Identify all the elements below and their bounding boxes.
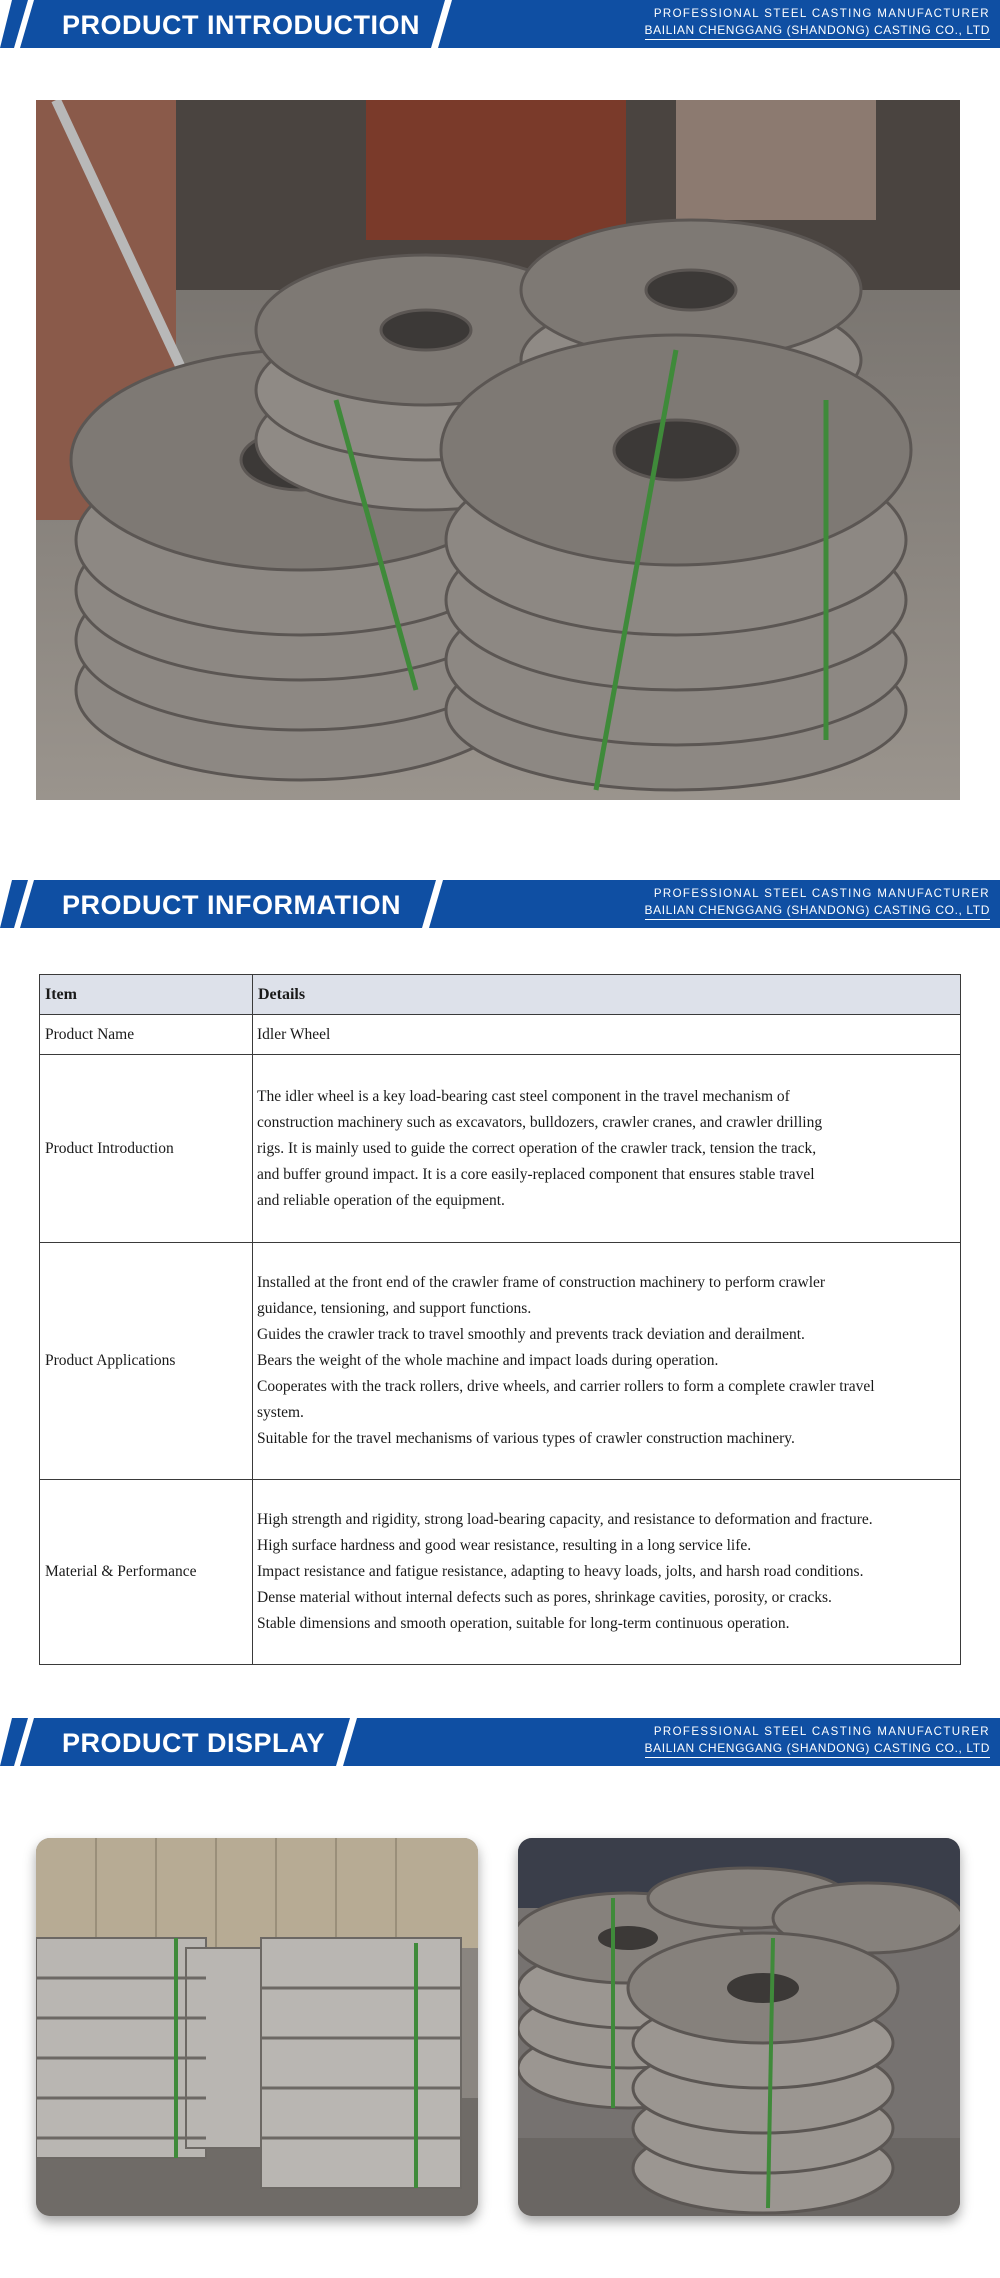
banner-product-display xyxy=(0,1718,1000,1766)
header-item: Item xyxy=(40,975,253,1015)
section-title: PRODUCT INTRODUCTION xyxy=(62,10,420,40)
product-info-table xyxy=(39,974,961,1665)
section-title: PRODUCT INFORMATION xyxy=(62,890,401,920)
company-tagline xyxy=(645,7,990,40)
detail-line: Stable dimensions and smooth operation, suitable for long-term continuous operation. xyxy=(257,1615,790,1632)
table-row xyxy=(40,1243,961,1480)
detail-line: Installed at the front end of the crawler frame of construction machinery to perform crawler xyxy=(257,1274,826,1291)
detail-line: rigs. It is mainly used to guide the correct operation of the crawler track, tension the track, xyxy=(257,1139,817,1157)
detail-line: Guides the crawler track to travel smoothly and prevents track deviation and derailment. xyxy=(257,1326,805,1343)
section-title: PRODUCT DISPLAY xyxy=(62,1728,326,1758)
detail-line: High surface hardness and good wear resistance, resulting in a long service life. xyxy=(257,1537,752,1554)
detail-line: Bears the weight of the whole machine and impact loads during operation. xyxy=(257,1352,719,1369)
detail-line: guidance, tensioning, and support functions. xyxy=(257,1300,532,1317)
detail-line: High strength and rigidity, strong load-bearing capacity, and resistance to deformation and fracture. xyxy=(257,1511,873,1528)
row-details xyxy=(253,1015,961,1055)
detail-line: and buffer ground impact. It is a core easily-replaced component that ensures stable travel xyxy=(257,1165,815,1183)
tagline-bottom: BAILIAN CHENGGANG (SHANDONG) CASTING CO., LTD xyxy=(645,23,990,40)
product-photo-main xyxy=(36,100,960,800)
detail-line: Suitable for the travel mechanisms of various types of crawler construction machinery. xyxy=(257,1430,795,1447)
detail-line: system. xyxy=(257,1404,304,1421)
detail-line: and reliable operation of the equipment. xyxy=(257,1191,505,1209)
row-item-label: Material & Performance xyxy=(40,1480,253,1665)
detail-line: Cooperates with the track rollers, drive wheels, and carrier rollers to form a complete crawler travel xyxy=(257,1378,875,1395)
row-item-label: Product Introduction xyxy=(40,1055,253,1243)
detail-line: Impact resistance and fatigue resistance, adapting to heavy loads, jolts, and harsh road conditions. xyxy=(257,1563,864,1580)
table-row xyxy=(40,1480,961,1665)
banner-product-introduction xyxy=(0,0,1000,48)
tagline-bottom: BAILIAN CHENGGANG (SHANDONG) CASTING CO., LTD xyxy=(645,1741,990,1758)
table-header-row xyxy=(40,975,961,1015)
table-row xyxy=(40,1055,961,1243)
table-row xyxy=(40,1015,961,1055)
product-display-photo-right xyxy=(518,1838,960,2216)
company-tagline xyxy=(645,887,990,920)
product-display-photo-left xyxy=(36,1838,478,2216)
tagline-bottom: BAILIAN CHENGGANG (SHANDONG) CASTING CO., LTD xyxy=(645,903,990,920)
tagline-top: PROFESSIONAL STEEL CASTING MANUFACTURER xyxy=(653,8,990,20)
row-details xyxy=(253,1243,961,1480)
tagline-top: PROFESSIONAL STEEL CASTING MANUFACTURER xyxy=(653,1726,990,1738)
header-details: Details xyxy=(253,975,961,1015)
row-details xyxy=(253,1480,961,1665)
banner-product-information xyxy=(0,880,1000,928)
row-details xyxy=(253,1055,961,1243)
detail-line: The idler wheel is a key load-bearing cast steel component in the travel mechanism of xyxy=(257,1087,790,1105)
company-tagline xyxy=(645,1725,990,1758)
tagline-top: PROFESSIONAL STEEL CASTING MANUFACTURER xyxy=(653,888,990,900)
row-item-label: Product Name xyxy=(40,1015,253,1055)
row-item-label: Product Applications xyxy=(40,1243,253,1480)
detail-line: construction machinery such as excavators, bulldozers, crawler cranes, and crawler drilling xyxy=(257,1113,823,1131)
detail-line: Dense material without internal defects such as pores, shrinkage cavities, porosity, or cracks. xyxy=(257,1589,832,1606)
detail-line: Idler Wheel xyxy=(257,1025,331,1043)
